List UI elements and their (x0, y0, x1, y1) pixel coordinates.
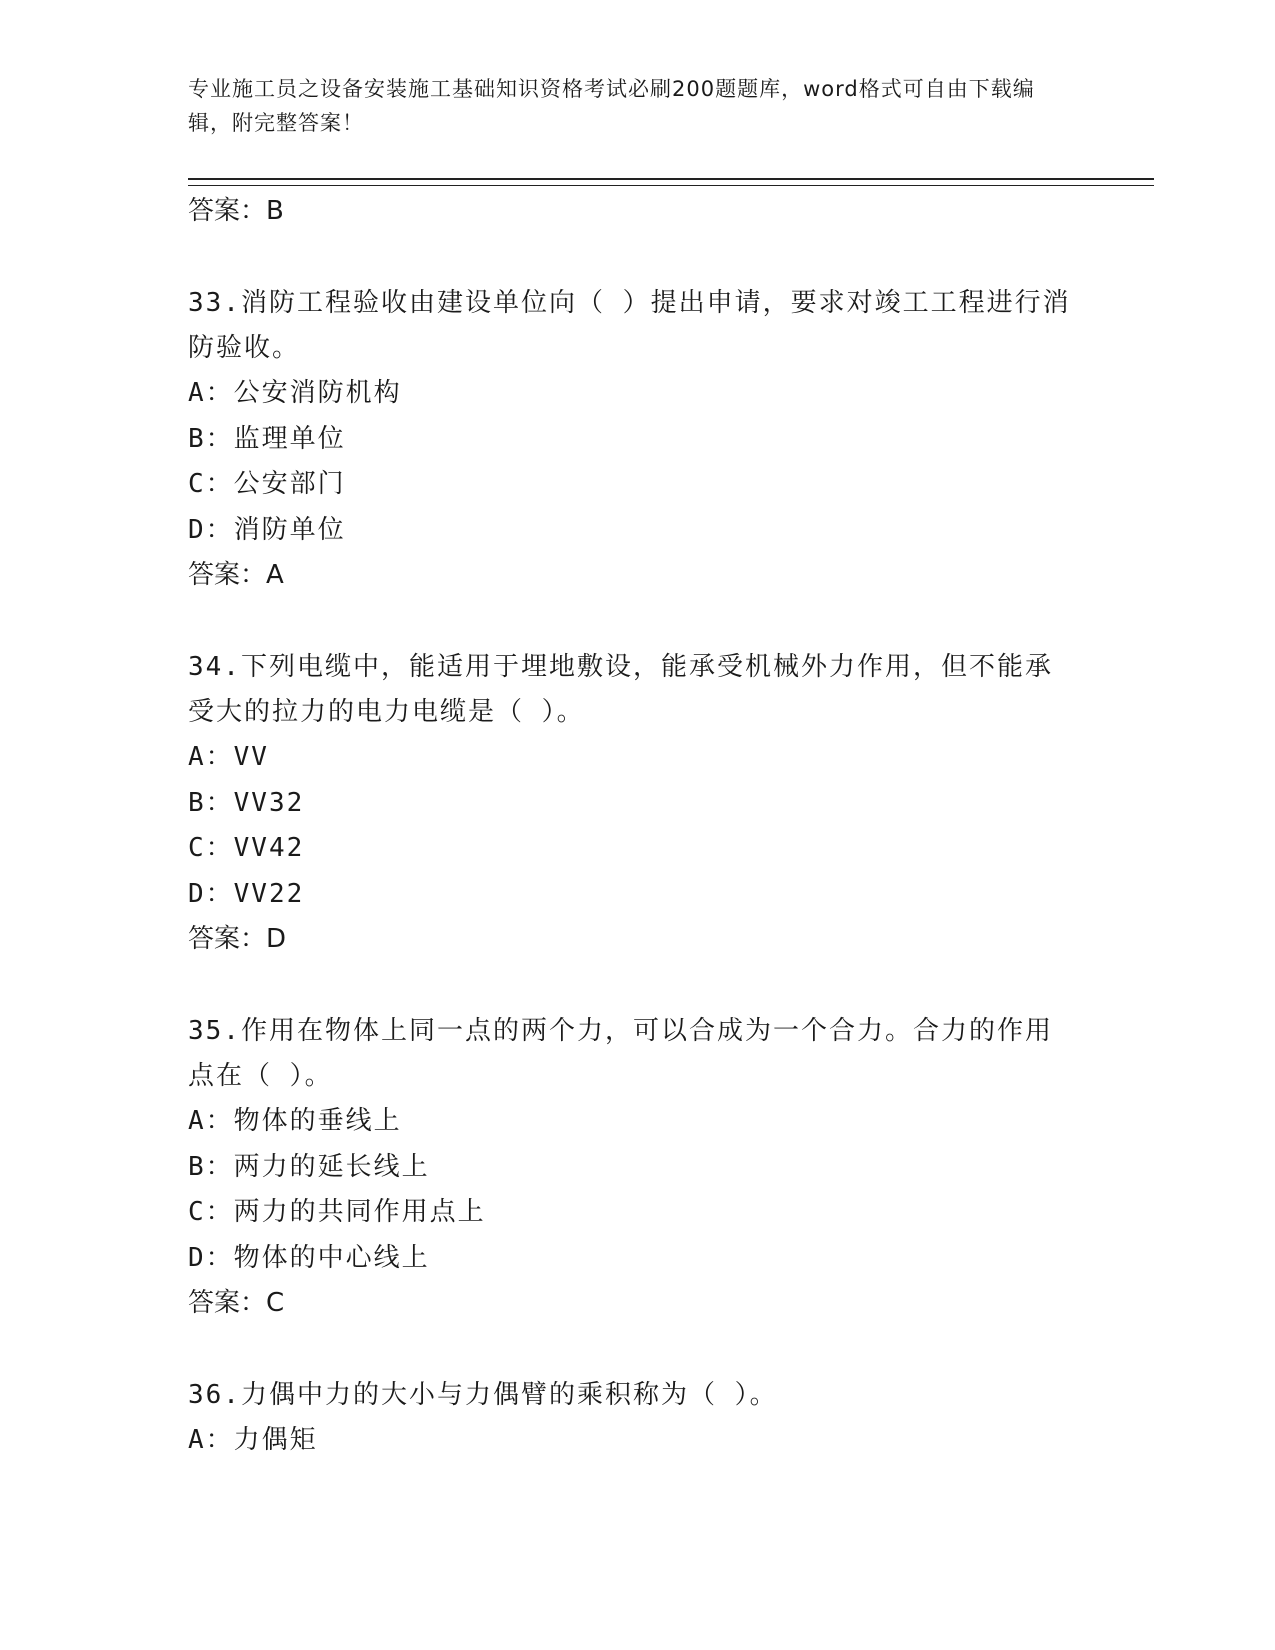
question-stem: 34.下列电缆中，能适用于埋地敷设，能承受机械外力作用，但不能承受大的拉力的电力电缆是（ ）。 (188, 652, 1053, 727)
spacer (188, 961, 1088, 1009)
option-d: D：消防单位 (188, 514, 346, 545)
spacer (188, 233, 1088, 281)
option-b: B：监理单位 (188, 423, 346, 454)
spacer (188, 597, 1088, 645)
option-c: C：VV42 (188, 833, 305, 863)
answer-line: 答案：C (188, 1288, 285, 1318)
option-c: C：两力的共同作用点上 (188, 1197, 486, 1227)
question-stem: 36.力偶中力的大小与力偶臂的乘积称为（ ）。 (188, 1380, 778, 1410)
option-c: C：公安部门 (188, 469, 346, 499)
option-b: B：VV32 (188, 787, 305, 818)
header-divider (188, 178, 1154, 186)
question-block-34 (188, 645, 1088, 961)
answer-line: 答案：A (188, 560, 284, 590)
question-stem: 35.作用在物体上同一点的两个力，可以合成为一个合力。合力的作用点在（ ）。 (188, 1016, 1053, 1091)
option-a: A：物体的垂线上 (188, 1106, 402, 1136)
option-b: B：两力的延长线上 (188, 1151, 430, 1182)
option-a: A：公安消防机构 (188, 378, 402, 408)
spacer (188, 1325, 1088, 1373)
page-header: 专业施工员之设备安装施工基础知识资格考试必刷200题题库，word格式可自由下载编辑，附完整答案！ (188, 77, 1035, 135)
answer-32: 答案：B (188, 196, 284, 226)
document-body (188, 189, 1088, 1464)
option-a: A：VV (188, 742, 269, 772)
question-block-33 (188, 281, 1088, 597)
question-block-35 (188, 1009, 1088, 1325)
answer-line: 答案：D (188, 924, 287, 954)
option-a: A：力偶矩 (188, 1425, 318, 1455)
question-block-36 (188, 1373, 1088, 1464)
option-d: D：VV22 (188, 878, 305, 909)
option-d: D：物体的中心线上 (188, 1242, 430, 1273)
question-stem: 33.消防工程验收由建设单位向（ ）提出申请，要求对竣工工程进行消防验收。 (188, 288, 1071, 363)
